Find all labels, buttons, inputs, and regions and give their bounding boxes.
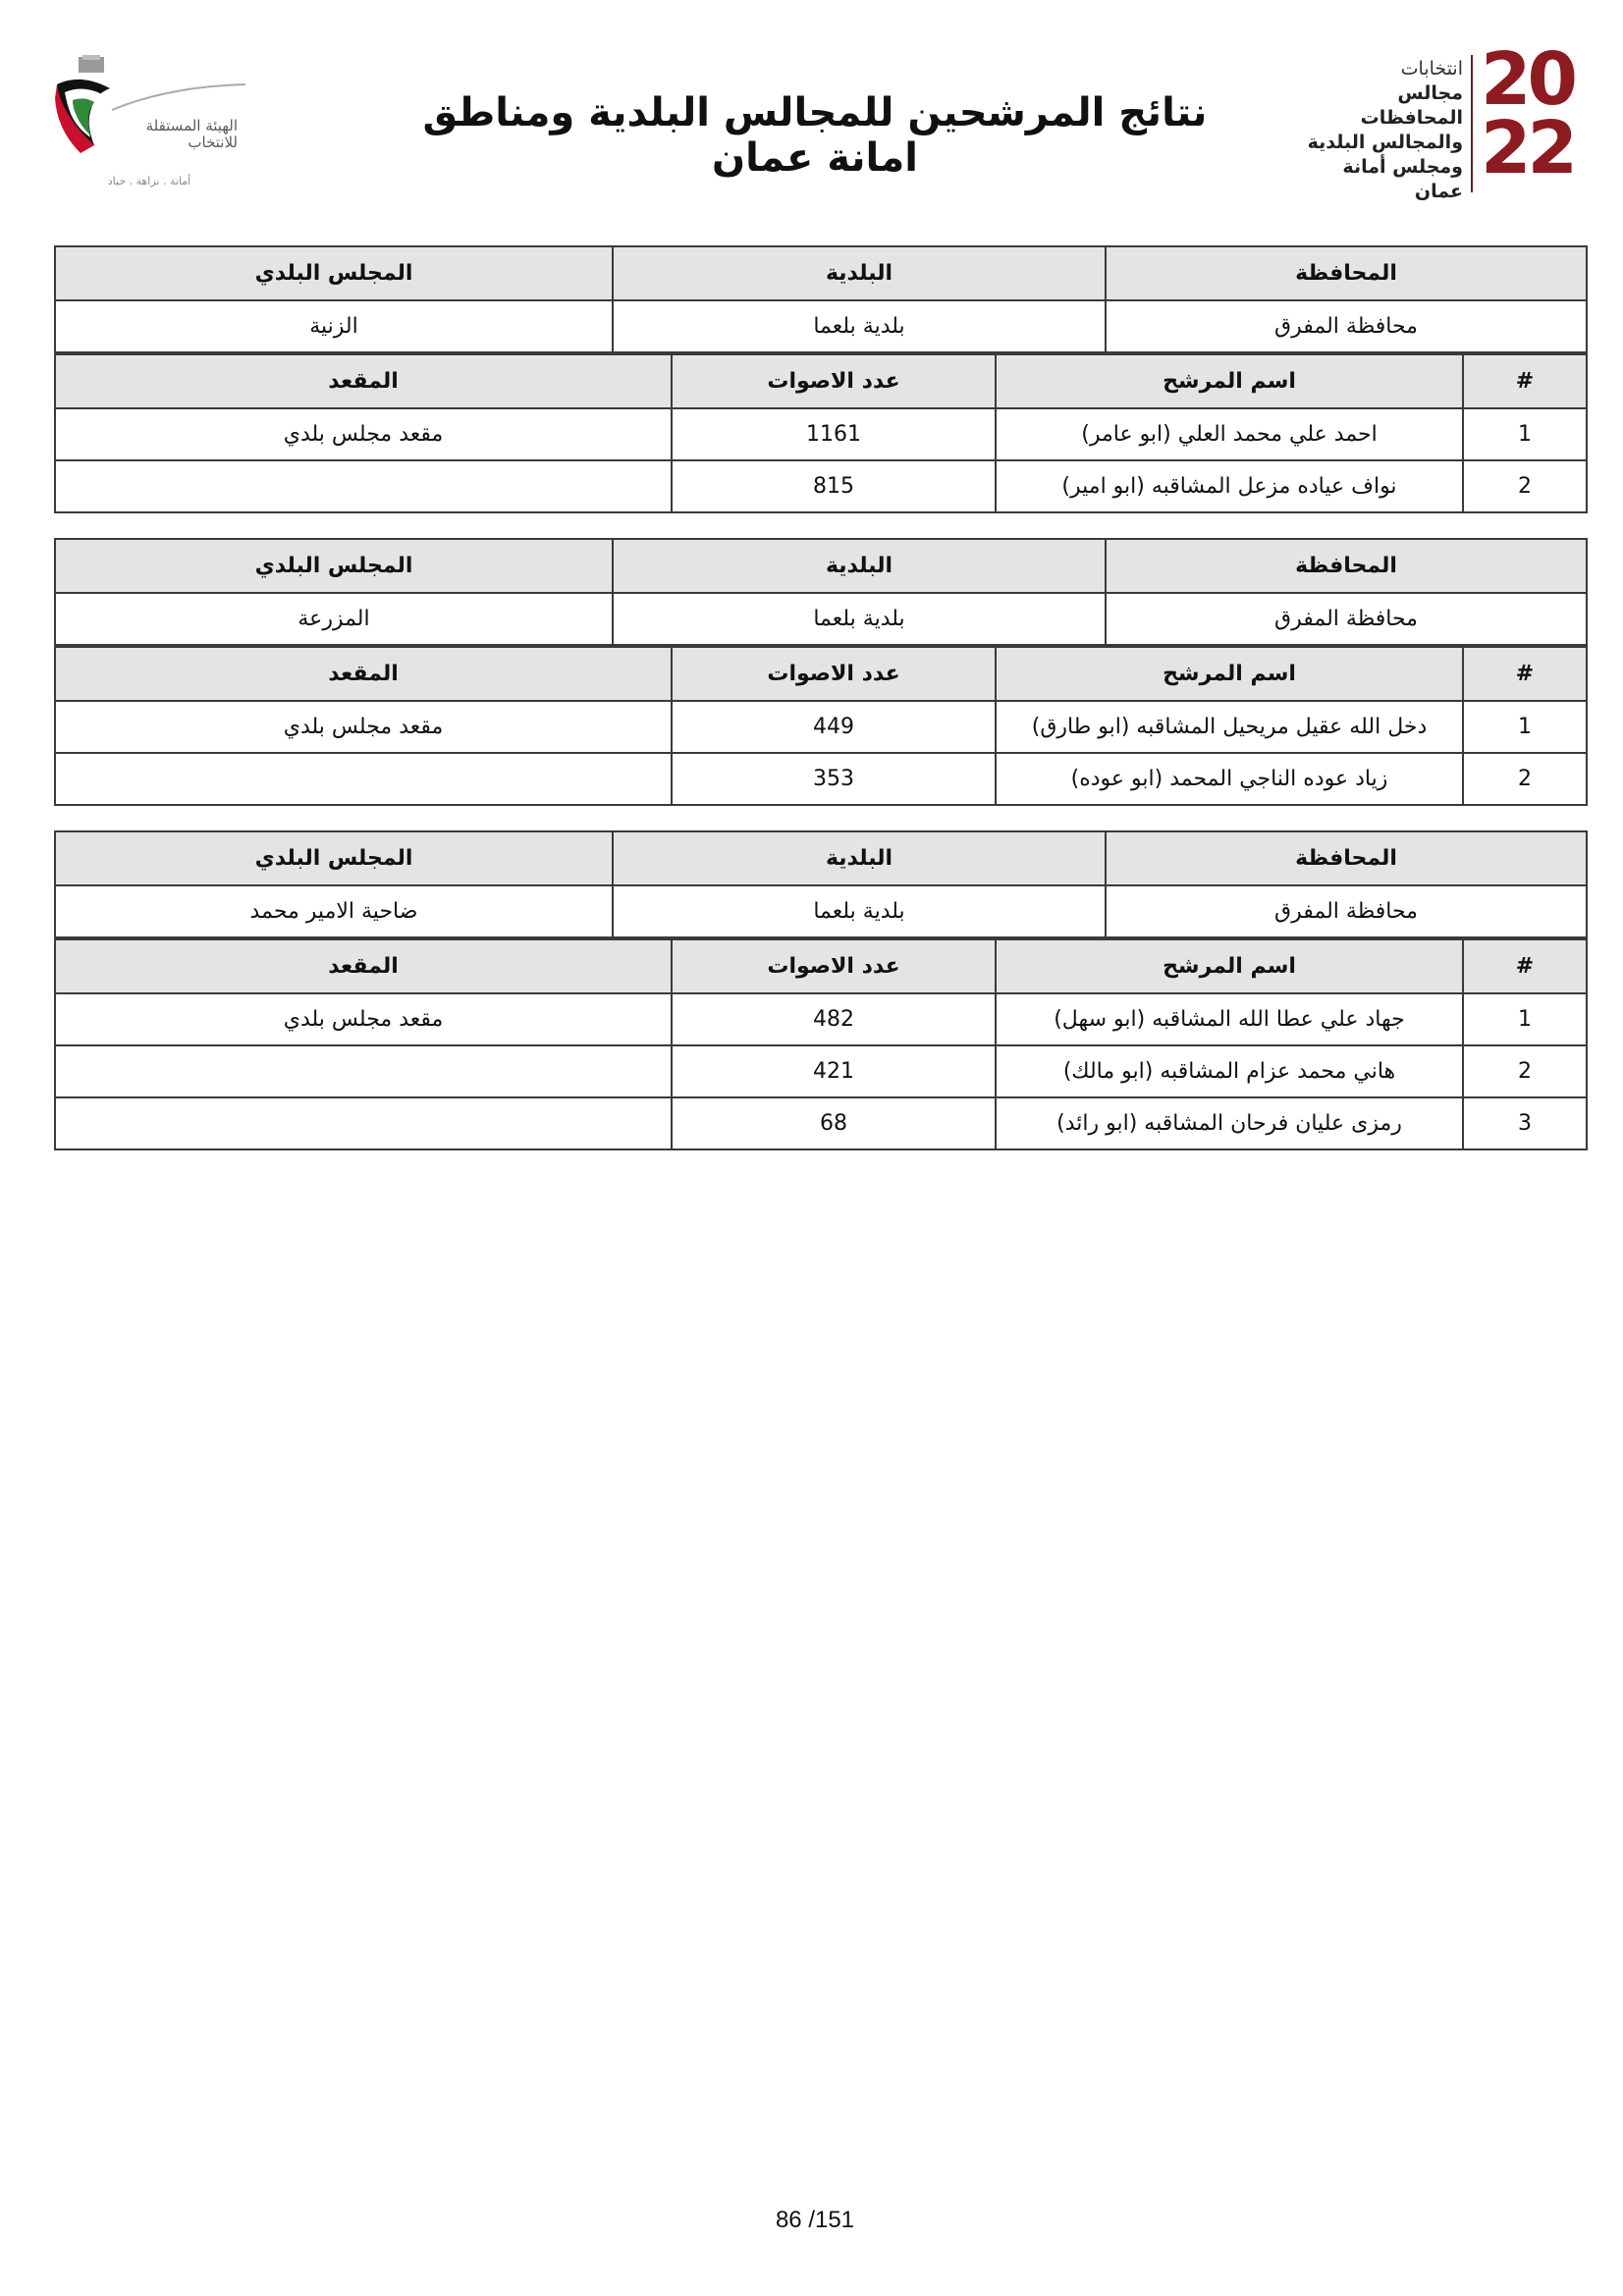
- candidate-index: 2: [1463, 1045, 1587, 1097]
- candidate-index: 2: [1463, 460, 1587, 512]
- candidate-name-header: اسم المرشح: [996, 647, 1463, 701]
- candidates-table: [54, 646, 1588, 806]
- municipality-value: بلدية بلعما: [613, 300, 1106, 352]
- votes-header: عدد الاصوات: [672, 647, 996, 701]
- candidate-votes: 482: [672, 993, 996, 1045]
- candidate-seat: [55, 1045, 672, 1097]
- swoosh-icon: [110, 82, 247, 112]
- elections-2022-logo: [1296, 37, 1591, 202]
- candidate-name: دخل الله عقيل مريحيل المشاقبه (ابو طارق): [996, 701, 1463, 753]
- seat-header: المقعد: [55, 647, 672, 701]
- candidate-index: 1: [1463, 701, 1587, 753]
- council-value: الزنية: [55, 300, 613, 352]
- municipality-value: بلدية بلعما: [613, 885, 1106, 937]
- results-block: [54, 245, 1586, 513]
- location-table: [54, 245, 1588, 353]
- elections-logo-text: انتخابات مجالس المحافظات والمجالس البلدية ومجلس أمانة عمان: [1307, 58, 1463, 202]
- candidate-name: رمزى عليان فرحان المشاقبه (ابو رائد): [996, 1097, 1463, 1149]
- index-header: #: [1463, 647, 1587, 701]
- council-value: المزرعة: [55, 593, 613, 645]
- candidate-votes: 421: [672, 1045, 996, 1097]
- results-block: [54, 830, 1586, 1150]
- municipality-header: البلدية: [613, 831, 1106, 885]
- candidate-name: احمد علي محمد العلي (ابو عامر): [996, 408, 1463, 460]
- table-row: [55, 993, 1587, 1045]
- candidate-index: 2: [1463, 753, 1587, 805]
- governorate-value: محافظة المفرق: [1106, 593, 1587, 645]
- results-block: [54, 538, 1586, 806]
- council-header: المجلس البلدي: [55, 831, 613, 885]
- candidate-votes: 1161: [672, 408, 996, 460]
- page-title: نتائج المرشحين للمجالس البلدية ومناطق امانة عمان: [422, 90, 1208, 181]
- table-row: [55, 1045, 1587, 1097]
- index-header: #: [1463, 939, 1587, 993]
- votes-header: عدد الاصوات: [672, 354, 996, 408]
- table-row: [55, 753, 1587, 805]
- council-header: المجلس البلدي: [55, 246, 613, 300]
- candidate-seat: مقعد مجلس بلدي: [55, 701, 672, 753]
- table-row: [55, 408, 1587, 460]
- governorate-header: المحافظة: [1106, 831, 1587, 885]
- table-row: [55, 701, 1587, 753]
- governorate-value: محافظة المفرق: [1106, 885, 1587, 937]
- candidates-table: [54, 938, 1588, 1150]
- candidate-seat: [55, 460, 672, 512]
- logo-divider: [1471, 55, 1473, 192]
- candidate-votes: 353: [672, 753, 996, 805]
- candidate-index: 3: [1463, 1097, 1587, 1149]
- municipality-header: البلدية: [613, 246, 1106, 300]
- council-value: ضاحية الامير محمد: [55, 885, 613, 937]
- location-table: [54, 538, 1588, 646]
- candidate-name: جهاد علي عطا الله المشاقبه (ابو سهل): [996, 993, 1463, 1045]
- page-header: [0, 0, 1623, 206]
- table-row: [55, 1097, 1587, 1149]
- votes-header: عدد الاصوات: [672, 939, 996, 993]
- table-row: [55, 460, 1587, 512]
- seat-header: المقعد: [55, 939, 672, 993]
- candidate-name-header: اسم المرشح: [996, 939, 1463, 993]
- candidate-name: نواف عياده مزعل المشاقبه (ابو امير): [996, 460, 1463, 512]
- seat-header: المقعد: [55, 354, 672, 408]
- candidate-index: 1: [1463, 408, 1587, 460]
- candidate-votes: 815: [672, 460, 996, 512]
- municipality-value: بلدية بلعما: [613, 593, 1106, 645]
- location-table: [54, 830, 1588, 938]
- candidates-table: [54, 353, 1588, 513]
- candidate-votes: 68: [672, 1097, 996, 1149]
- iec-name: الهيئة المستقلة للانتخاب: [145, 117, 238, 151]
- iec-logo: [51, 55, 247, 192]
- candidate-name: هاني محمد عزام المشاقبه (ابو مالك): [996, 1045, 1463, 1097]
- iec-motto: أمانة . نزاهة . حياد: [107, 175, 191, 187]
- candidate-seat: مقعد مجلس بلدي: [55, 408, 672, 460]
- governorate-value: محافظة المفرق: [1106, 300, 1587, 352]
- candidate-seat: [55, 753, 672, 805]
- candidate-seat: [55, 1097, 672, 1149]
- municipality-header: البلدية: [613, 539, 1106, 593]
- candidate-name-header: اسم المرشح: [996, 354, 1463, 408]
- year-mark: 20 22: [1481, 37, 1574, 190]
- candidate-index: 1: [1463, 993, 1587, 1045]
- index-header: #: [1463, 354, 1587, 408]
- candidate-votes: 449: [672, 701, 996, 753]
- governorate-header: المحافظة: [1106, 539, 1587, 593]
- candidate-name: زياد عوده الناجي المحمد (ابو عوده): [996, 753, 1463, 805]
- candidate-seat: مقعد مجلس بلدي: [55, 993, 672, 1045]
- page-number: 86 /151: [775, 2207, 855, 2233]
- council-header: المجلس البلدي: [55, 539, 613, 593]
- governorate-header: المحافظة: [1106, 246, 1587, 300]
